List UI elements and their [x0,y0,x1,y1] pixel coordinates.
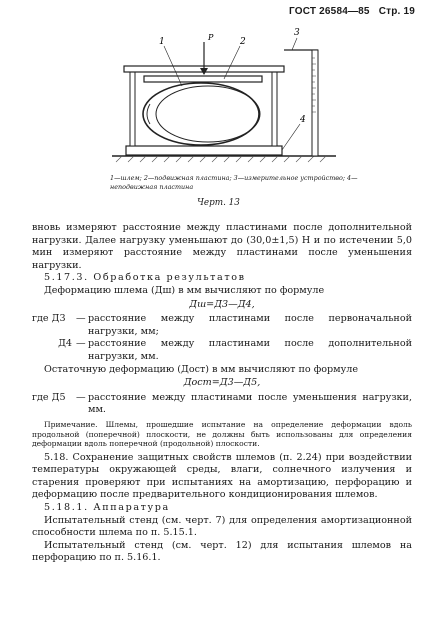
fixed-plate [126,146,282,155]
definition-term: где Д3 [32,313,66,325]
right-post [272,66,277,146]
label-4: 4 [300,115,306,125]
note: Примечание. Шлемы, прошедшие испытание на определение деформации вдоль продольной (поперечной) плоскости, не должны быть использованы для определения деформации вдоль поперечной (продольной) плоскости. [32,419,412,449]
definition-text: расстояние между пластинами после дополнительной нагрузки, мм. [88,338,412,362]
label-2: 2 [240,37,246,47]
label-force: P [208,33,214,42]
standard-number: ГОСТ 26584—85 [288,6,370,17]
definition-text: расстояние между пластинами после уменьшения нагрузки, мм. [88,391,412,416]
definition-dash: — [76,391,86,403]
definition-d5 [32,392,412,417]
formula-deformation: Дш=Д3—Д4, [189,298,255,310]
section-5-17-3-heading: 5.17.3. Обработка результатов [44,272,246,284]
label-1: 1 [159,37,165,47]
definition-dash: — [76,338,86,350]
page-header [283,6,415,17]
base-hatch [116,156,326,162]
figure-13-drawing [104,24,344,184]
definition-d4 [32,338,412,363]
figure-caption: 1—шлем; 2—подвижная пластина; 3—измерительное устройство; 4—неподвижная пластина [110,174,358,191]
document-body [32,222,412,565]
figure-title: Черт. 13 [197,198,240,208]
measuring-scale [312,50,318,156]
paragraph-apparatus-1: Испытательный стенд (см. черт. 7) для определения амортизационной способности шлема по п. 5.15.1. [32,514,412,539]
left-post [130,66,135,146]
definition-text: расстояние между пластинами после первоначальной нагрузки, мм; [88,313,412,337]
definition-term: Д4 [58,338,72,350]
movable-plate [144,76,262,82]
paragraph-apparatus-2: Испытательный стенд (см. черт. 12) для испытания шлемов на перфорацию по п. 5.16.1. [32,539,412,564]
leader-3 [292,38,297,50]
definition-d3 [32,313,412,338]
page-number: Стр. 19 [378,6,415,17]
section-5-18: 5.18. Сохранение защитных свойств шлемов (п. 2.24) при воздействии температуры окружающей среды, влаги, солнечного излучения и старения проверяют при испытаниях на амортизацию, перфорацию и деформацию после предварительного кондиционирования шлемов. [32,451,412,501]
leader-4 [282,124,300,150]
definition-term: где Д5 [32,391,66,403]
paragraph-residual: Остаточную деформацию (Дост) в мм вычисляют по формуле [44,363,359,375]
test-apparatus-diagram [104,24,344,184]
paragraph-deformation: Деформацию шлема (Дш) в мм вычисляют по формуле [44,284,325,296]
paragraph-continuation: вновь измеряют расстояние между пластинами после дополнительной нагрузки. Далее нагрузку уменьшают до (30,0±1,5) Н и по истечении 5,0 мин измеряют расстояние между пластинами после уменьшения нагрузки. [32,222,412,271]
formula-residual: Дост=Д3—Д5, [183,377,261,389]
leader-2 [224,46,240,79]
label-3: 3 [294,28,300,38]
definition-dash: — [76,313,86,325]
section-5-18-1-heading: 5.18.1. Аппаратура [44,502,170,514]
